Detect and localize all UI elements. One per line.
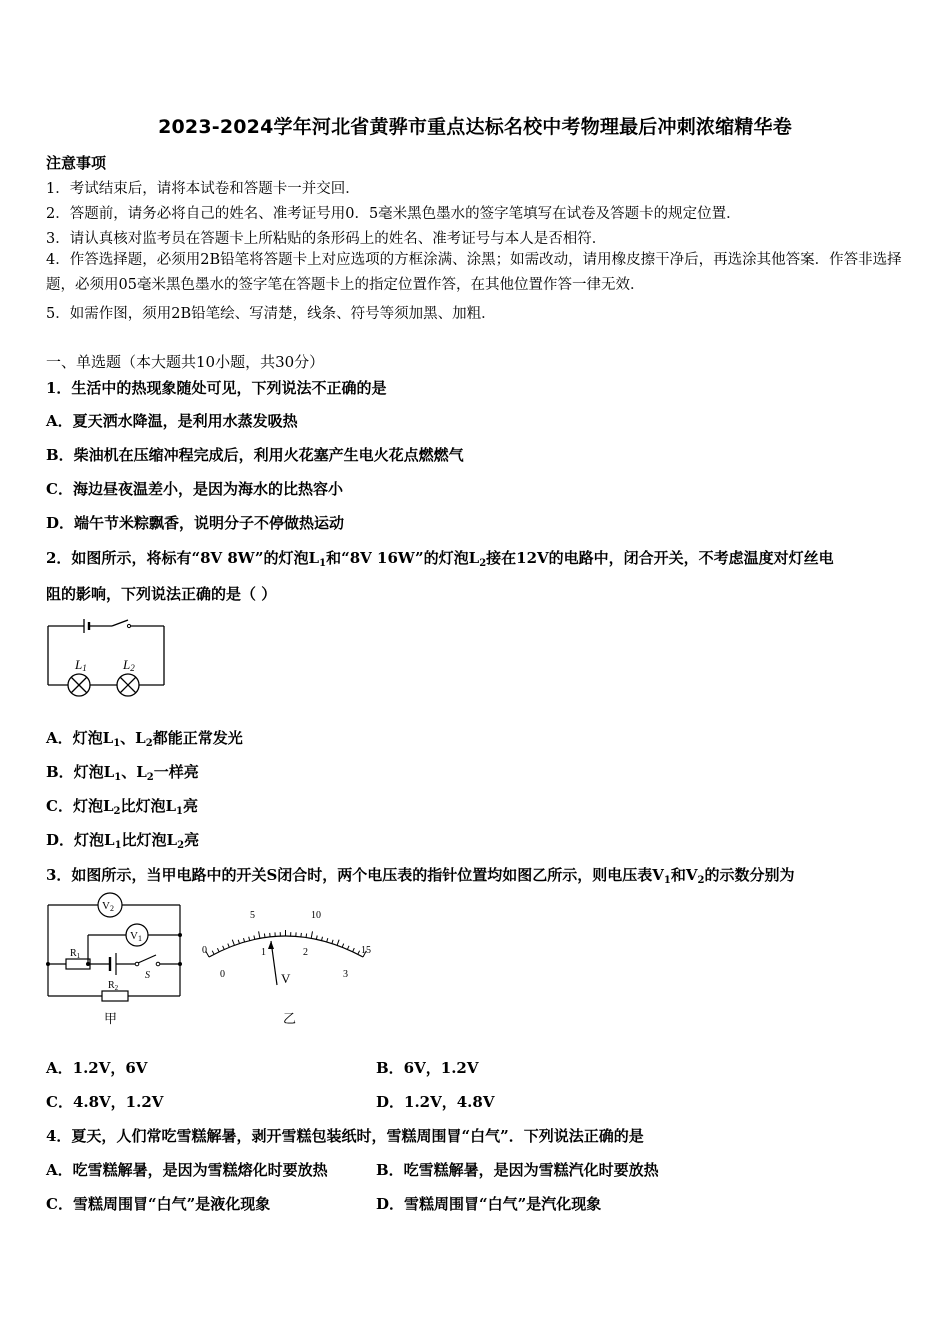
- meter-tick: [223, 946, 225, 950]
- fig-caption-yi: 乙: [283, 1011, 297, 1026]
- q2-circuit-diagram: [40, 618, 175, 700]
- q2-stem: 2．如图所示，将标有“8V 8W”的灯泡$L_1$和“8V 16W”的灯泡$L_2$接在12V的电路中，闭合开关，不考虑温度对灯丝电: [46, 549, 834, 569]
- q3-stem: 3．如图所示，当甲电路中的开关S闭合时，两个电压表的指针位置均如图乙所示，则电压表$V_1$和$V_2$的示数分别为: [46, 866, 795, 886]
- v2-label: V2: [102, 900, 114, 913]
- switch-label: S: [145, 970, 150, 981]
- q1-option-c: C．海边昼夜温差小，是因为海水的比热容小: [46, 480, 343, 498]
- scale-label-1: 1: [261, 947, 266, 958]
- meter-tick: [316, 936, 317, 940]
- unit-label: V: [281, 971, 291, 986]
- q3-option-a: A．1.2V，6V: [46, 1059, 148, 1077]
- q3-circuit-jia: [44, 893, 186, 1028]
- notice-item: 4．作答选择题，必须用2B铅笔将答题卡上对应选项的方框涂满、涂黑；如需改动，请用橡皮擦干净后，再选涂其他答案．作答非选择题，必须用05毫米黑色墨水的签字笔在答题卡上的指定位置作答，在其他位置作答一律无效．: [46, 252, 902, 293]
- q1-stem: 1．生活中的热现象随处可见，下列说法不正确的是: [46, 379, 387, 397]
- meter-tick: [337, 940, 339, 946]
- meter-tick: [353, 948, 355, 952]
- q3-option-d: D．1.2V，4.8V: [376, 1093, 495, 1111]
- meter-tick: [347, 946, 349, 950]
- scale-label-5: 5: [250, 910, 255, 921]
- l1-label: L1: [75, 657, 87, 673]
- meter-tick: [228, 944, 230, 948]
- q2-stem-line2: 阻的影响，下列说法正确的是（ ）: [46, 585, 277, 603]
- meter-scale-ticks: [206, 930, 367, 957]
- meter-tick: [322, 937, 323, 941]
- r2-label: $R_2$: [108, 980, 119, 992]
- notice-heading: 注意事项: [46, 154, 107, 172]
- q1-option-d: D．端午节米粽飘香，说明分子不停做热运动: [46, 514, 345, 532]
- scale-zero-top: 0: [202, 945, 207, 956]
- q4-option-b: B．吃雪糕解暑，是因为雪糕汽化时要放热: [376, 1161, 659, 1179]
- l2-label: L2: [123, 657, 135, 673]
- scale-label-15: 15: [361, 945, 371, 956]
- section-heading: 一、单选题（本大题共10小题，共30分）: [46, 353, 325, 371]
- scale-zero-bottom: 0: [220, 969, 225, 980]
- q2-option-a: A．灯泡$L_1$、$L_2$都能正常发光: [46, 729, 243, 749]
- meter-tick: [264, 934, 265, 938]
- meter-tick: [238, 940, 239, 944]
- q3-voltmeter-yi: [195, 903, 380, 1028]
- notice-item: 2．答题前，请务必将自己的姓名、准考证号用0．5毫米黑色墨水的签字笔填写在试卷及答题卡的规定位置．: [46, 206, 741, 222]
- meter-tick: [244, 938, 245, 942]
- q4-option-d: D．雪糕周围冒“白气”是汽化现象: [376, 1195, 602, 1213]
- q4-option-a: A．吃雪糕解暑，是因为雪糕熔化时要放热: [46, 1161, 328, 1179]
- q1-option-b: B．柴油机在压缩冲程完成后，利用火花塞产生电火花点燃燃气: [46, 446, 464, 464]
- notice-item: 3．请认真核对监考员在答题卡上所粘贴的条形码上的姓名、准考证号与本人是否相符．: [46, 231, 607, 247]
- scale-label-3: 3: [343, 969, 348, 980]
- meter-tick: [358, 951, 360, 955]
- meter-tick: [327, 938, 328, 942]
- q2-option-b: B．灯泡$L_1$、$L_2$一样亮: [46, 763, 199, 783]
- meter-tick: [259, 931, 260, 938]
- meter-tick: [311, 931, 312, 938]
- meter-tick: [254, 936, 255, 940]
- q3-option-b: B．6V，1.2V: [376, 1059, 479, 1077]
- q4-option-c: C．雪糕周围冒“白气”是液化现象: [46, 1195, 271, 1213]
- meter-tick: [301, 933, 302, 937]
- meter-tick: [249, 937, 250, 941]
- q4-stem: 4．夏天，人们常吃雪糕解暑，剥开雪糕包装纸时，雪糕周围冒“白气”．下列说法正确的是: [46, 1127, 644, 1145]
- q1-option-a: A．夏天洒水降温，是利用水蒸发吸热: [46, 412, 298, 430]
- notice-item: 1．考试结束后，请将本试卷和答题卡一并交回．: [46, 181, 360, 197]
- q3-option-c: C．4.8V，1.2V: [46, 1093, 164, 1111]
- q2-option-c: C．灯泡$L_2$比灯泡$L_1$亮: [46, 797, 199, 817]
- scale-label-10: 10: [311, 910, 321, 921]
- meter-tick: [212, 951, 214, 955]
- meter-tick: [217, 948, 219, 952]
- meter-tick: [342, 944, 344, 948]
- r1-label: $R_1$: [70, 948, 81, 960]
- q2-option-d: D．灯泡$L_1$比灯泡$L_2$亮: [46, 831, 200, 851]
- page-title: 2023-2024学年河北省黄骅市重点达标名校中考物理最后冲刺浓缩精华卷: [158, 116, 792, 138]
- scale-label-2: 2: [303, 947, 308, 958]
- fig-caption-jia: 甲: [104, 1011, 118, 1026]
- meter-tick: [306, 934, 307, 938]
- notice-item: 5．如需作图，须用2B铅笔绘、写清楚，线条、符号等须加黑、加粗．: [46, 306, 496, 322]
- meter-tick: [332, 940, 333, 944]
- meter-tick: [232, 940, 234, 946]
- v1-label: V1: [130, 930, 142, 943]
